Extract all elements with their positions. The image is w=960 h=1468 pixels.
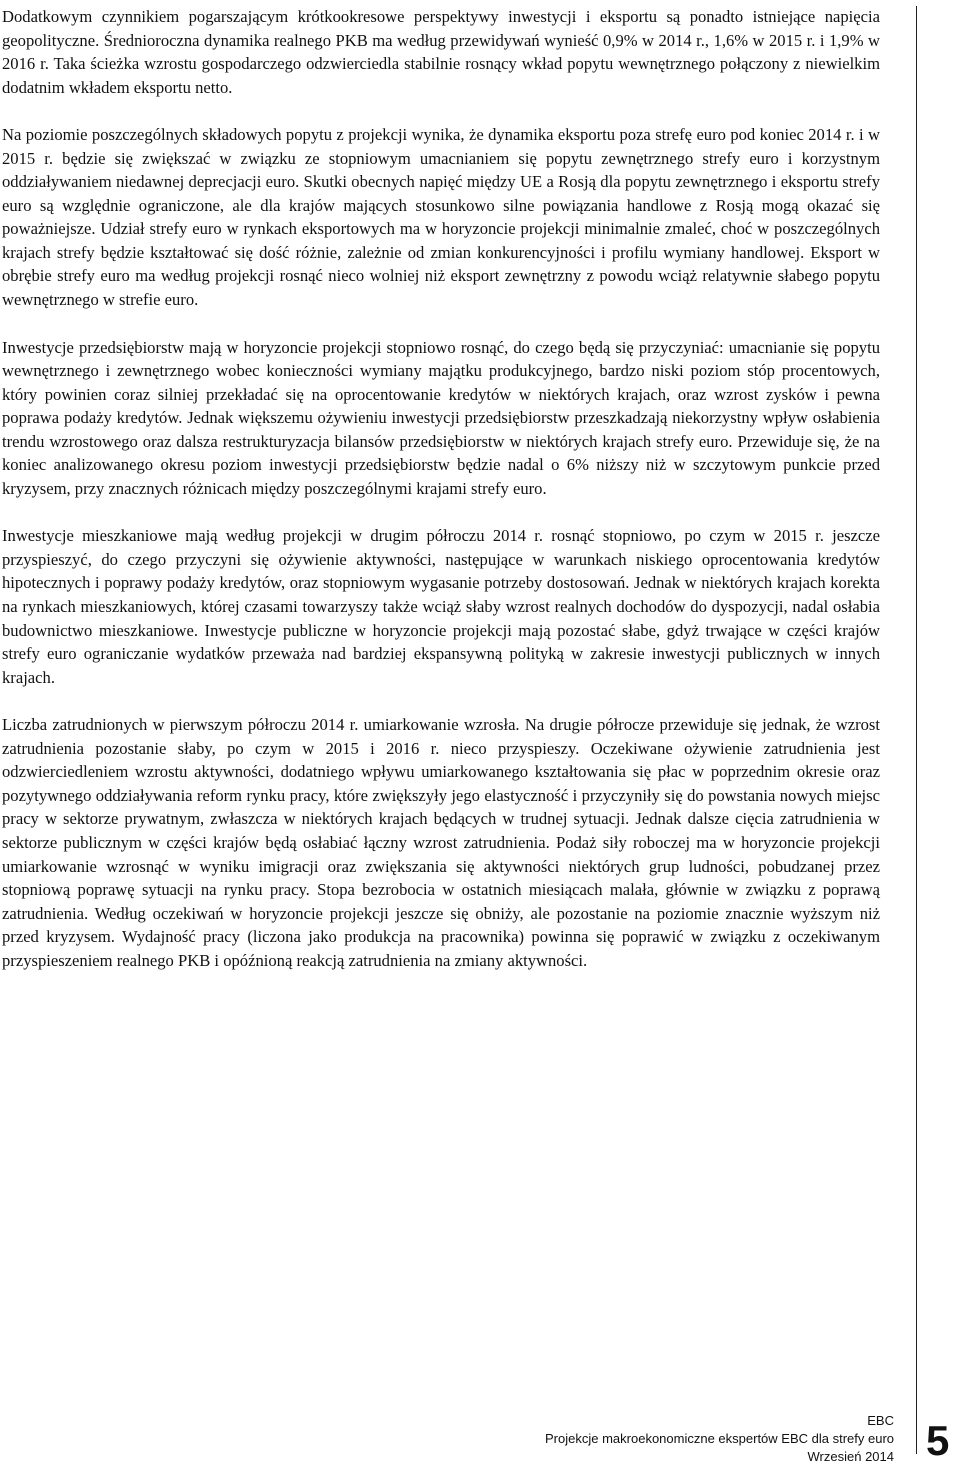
paragraph-business-investment: Inwestycje przedsiębiorstw mają w horyzoncie projekcji stopniowo rosnąć, do czego będą się przyczyniać: umacnianie się popytu wewnętrznego i zewnętrznego wobec konieczności wymiany majątku produkcyjnego, bardzo niski poziom stóp procentowych, który powinien coraz silniej przekładać się na oprocentowanie kredytów w niektórych krajach, oraz wzrost zysków i pewna poprawa podaży kredytów. Jednak większemu ożywieniu inwestycji przedsiębiorstw przeszkadzają niekorzystny wpływ osłabienia trendu wzrostowego oraz dalsza restrukturyzacja bilansów przedsiębiorstw w niektórych krajach strefy euro. Przewiduje się, że na koniec analizowanego okresu poziom inwestycji przedsiębiorstw będzie nadal o 6% niższy niż w szczytowym punkcie przed kryzysem, przy znacznych różnicach między poszczególnymi krajami strefy euro. xyxy=(2,337,880,498)
page-number: 5 xyxy=(926,1417,950,1464)
footer-title: Projekcje makroekonomiczne ekspertów EBC dla strefy euro xyxy=(545,1431,894,1446)
paragraph-growth-outlook: Dodatkowym czynnikiem pogarszającym krótkookresowe perspektywy inwestycji i eksportu są ponadto istniejące napięcia geopolityczne. Średnioroczna dynamika realnego PKB ma według przewidywań wynieść 0,9% w 2014 r., 1,6% w 2015 r. i 1,9% w 2016 r. Taka ścieżka wzrostu gospodarczego odzwierciedla stabilnie rosnący wkład popytu wewnętrznego połączony z niewielkim dodatnim wkładem eksportu netto. xyxy=(2,7,880,97)
document-body xyxy=(2,5,880,972)
paragraph-exports: Na poziomie poszczególnych składowych popytu z projekcji wynika, że dynamika eksportu poza strefę euro pod koniec 2014 r. i w 2015 r. będzie się zwiększać w związku ze stopniowym umacnianiem się popytu zewnętrznego strefy euro i korzystnym oddziaływaniem niedawnej deprecjacji euro. Skutki obecnych napięć między UE a Rosją dla popytu zewnętrznego i eksportu strefy euro są względnie ograniczone, ale dla krajów mających stosunkowo silne powiązania handlowe z Rosją mogą okazać się poważniejsze. Udział strefy euro w rynkach eksportowych ma w horyzoncie projekcji minimalnie zmaleć, choć w poszczególnych krajach strefy będzie kształtować się dość różnie, zależnie od zmian konkurencyjności i profilu wymiany handlowej. Eksport w obrębie strefy euro ma według projekcji rosnąć nieco wolniej niż eksport zewnętrzny z powodu wciąż relatywnie słabego popytu wewnętrznego w strefie euro. xyxy=(2,125,880,310)
paragraph-employment: Liczba zatrudnionych w pierwszym półroczu 2014 r. umiarkowanie wzrosła. Na drugie półrocze przewiduje się jednak, że wzrost zatrudnienia pozostanie słaby, po czym w 2015 i 2016 r. nieco przyspieszy. Oczekiwane ożywienie zatrudnienia jest odzwierciedleniem wzrostu aktywności, dodatniego wpływu umiarkowanego kształtowania się płac w poprzednim okresie oraz pozytywnego oddziaływania reform rynku pracy, które zwiększyły jego elastyczność i przyczyniły się do powstania nowych miejsc pracy w sektorze prywatnym, zwłaszcza w niektórych krajach będących w trudnej sytuacji. Jednak dalsze cięcia zatrudnienia w sektorze publicznym w części krajów będą osłabiać łączny wzrost zatrudnienia. Podaż siły roboczej ma w horyzoncie projekcji umiarkowanie wzrosnąć w wyniku imigracji oraz zwiększania się aktywności niektórych grup ludności, pobudzanej przez stopniową poprawę sytuacji na rynku pracy. Stopa bezrobocia w ostatnich miesiącach malała, głównie w związku z poprawą zatrudnienia. Według oczekiwań w horyzoncie projekcji jeszcze się obniży, ale pozostanie na poziomie znacznie wyższym niż przed kryzysem. Wydajność pracy (liczona jako produkcja na pracownika) powinna się poprawić w związku z oczekiwanym przyspieszeniem realnego PKB i opóźnioną reakcją zatrudnienia na zmiany aktywności. xyxy=(2,715,880,970)
footer-date: Wrzesień 2014 xyxy=(807,1449,894,1464)
paragraph-housing-investment: Inwestycje mieszkaniowe mają według projekcji w drugim półroczu 2014 r. rosnąć stopniowo, po czym w 2015 r. jeszcze przyspieszyć, do czego przyczyni się ożywienie aktywności, następujące w warunkach niskiego oprocentowania kredytów hipotecznych i poprawy podaży kredytów, oraz stopniowym wygasanie potrzeby dostosowań. Jednak w niektórych krajach korekta na rynkach mieszkaniowych, której czasami towarzyszy także wciąż słaby wzrost realnych dochodów do dyspozycji, nadal osłabia budownictwo mieszkaniowe. Inwestycje publiczne w horyzoncie projekcji mają pozostać słabe, gdyż trwające w części krajów strefy euro ograniczanie wydatków przeważa nad bardziej ekspansywną polityką w zakresie inwestycji publicznych w innych krajach. xyxy=(2,526,880,687)
footer-org: EBC xyxy=(867,1413,894,1428)
page-edge-rule xyxy=(916,6,917,1454)
page-footer xyxy=(545,1412,894,1466)
